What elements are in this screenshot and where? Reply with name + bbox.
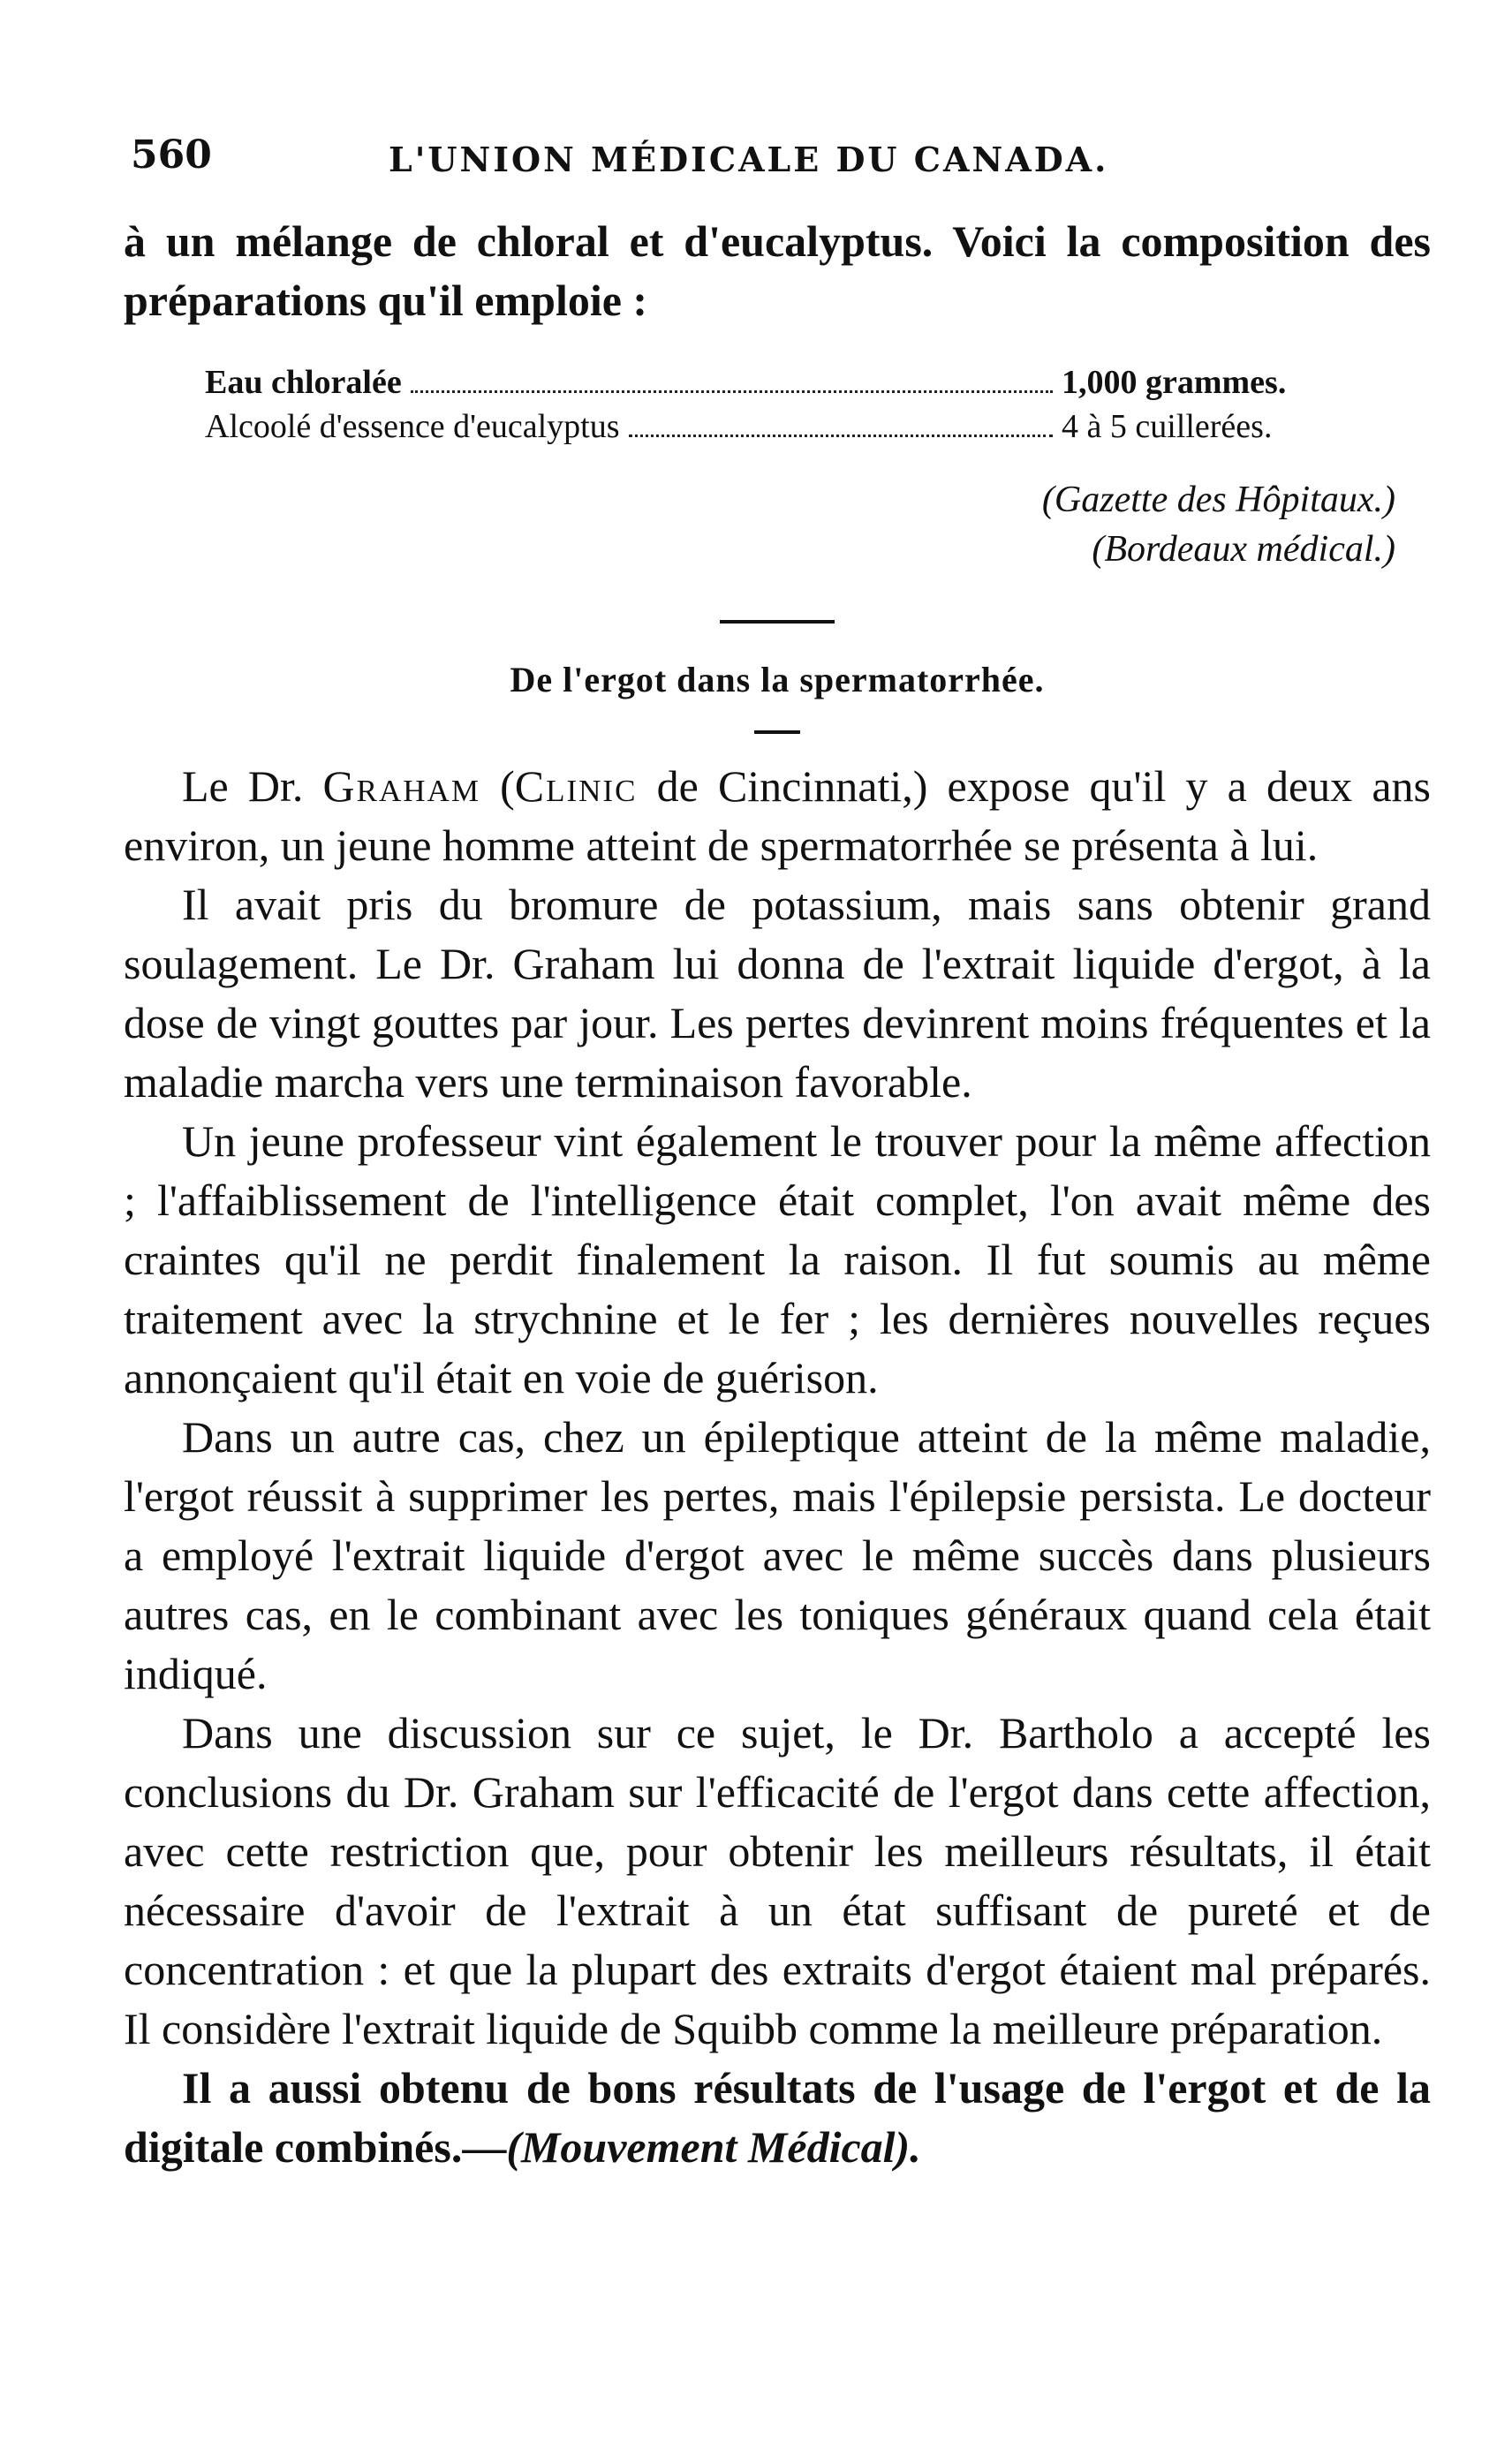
- source-citations: [124, 475, 1431, 574]
- recipe-row: [205, 404, 1371, 449]
- page-number: 560: [131, 132, 212, 178]
- title-divider: [754, 730, 800, 734]
- recipe-ingredient: Eau chloralée: [205, 364, 402, 401]
- page-header: [124, 132, 1431, 212]
- clinic-open-paren: (: [500, 761, 515, 811]
- source-citation: (Gazette des Hôpitaux.): [1041, 480, 1395, 520]
- source-citation-inline: (Mouvement Médical).: [506, 2122, 921, 2172]
- article-paragraph: [124, 2059, 1431, 2177]
- dot-leader: [411, 390, 1053, 393]
- clinic-name: Clinic: [514, 761, 638, 811]
- article-paragraph: Dans une discussion sur ce sujet, le Dr. Bartholo a accepté les conclusions du Dr. Graham sur l'efficacité de l'ergot dans cette affection, avec cette restriction que, pour obtenir les meilleurs résultats, il était nécessaire d'avoir de l'extrait à un état suffisant de pureté et de concentration : et que la plupart des extraits d'ergot étaient mal préparés. Il considère l'extrait liquide de Squibb comme la meilleure préparation.: [124, 1708, 1431, 2053]
- article-paragraph: Il avait pris du bromure de potassium, mais sans obtenir grand soulagement. Le Dr. Graham lui donna de l'extrait liquide d'ergot, à la dose de vingt gouttes par jour. Les pertes devinrent moins fréquentes et la maladie marcha vers une terminaison favorable.: [124, 880, 1431, 1107]
- article-paragraph: [124, 757, 1431, 875]
- article-paragraph: Un jeune professeur vint également le trouver pour la même affection ; l'affaiblissement de l'intelligence était complet, l'on avait même des craintes qu'il ne perdit finalement la raison. Il fut soumis au même traitement avec la strychnine et le fer ; les dernières nouvelles reçues annonçaient qu'il était en voie de guérison.: [124, 1116, 1431, 1402]
- dot-leader: [629, 435, 1053, 437]
- document-page: [124, 132, 1431, 2177]
- recipe-quantity: 4 à 5 cuillerées.: [1062, 408, 1273, 445]
- source-citation: (Bordeaux médical.): [1092, 529, 1395, 570]
- section-divider: [720, 620, 835, 624]
- article-paragraph: Dans un autre cas, chez un épileptique atteint de la même maladie, l'ergot réussit à supprimer les pertes, mais l'épilepsie persista. Le docteur a employé l'extrait liquide d'ergot avec le même succès dans plusieurs autres cas, en le combinant avec les toniques généraux quand cela était indiqué.: [124, 1412, 1431, 1698]
- paragraph-text: de Cincinnati,) expose qu'il y a deux ans environ, un jeune homme atteint de spermatorrhée se présenta à lui.: [124, 761, 1431, 870]
- article-title: De l'ergot dans la spermatorrhée.: [510, 660, 1045, 699]
- recipe-list: [205, 360, 1371, 449]
- author-name: Graham: [322, 761, 480, 811]
- paragraph-text: Il a aussi obtenu de bons résultats de l'usage de l'ergot et de la digitale combinés.—: [124, 2063, 1431, 2172]
- recipe-quantity: 1,000 grammes.: [1062, 364, 1287, 401]
- running-title: L'UNION MÉDICALE DU CANADA.: [389, 140, 1109, 179]
- recipe-ingredient: Alcoolé d'essence d'eucalyptus: [205, 408, 620, 445]
- paragraph-lead: Le Dr.: [182, 761, 304, 811]
- recipe-row: [205, 360, 1371, 404]
- intro-paragraph: à un mélange de chloral et d'eucalyptus. Voici la composition des préparations qu'il emploie :: [124, 216, 1431, 325]
